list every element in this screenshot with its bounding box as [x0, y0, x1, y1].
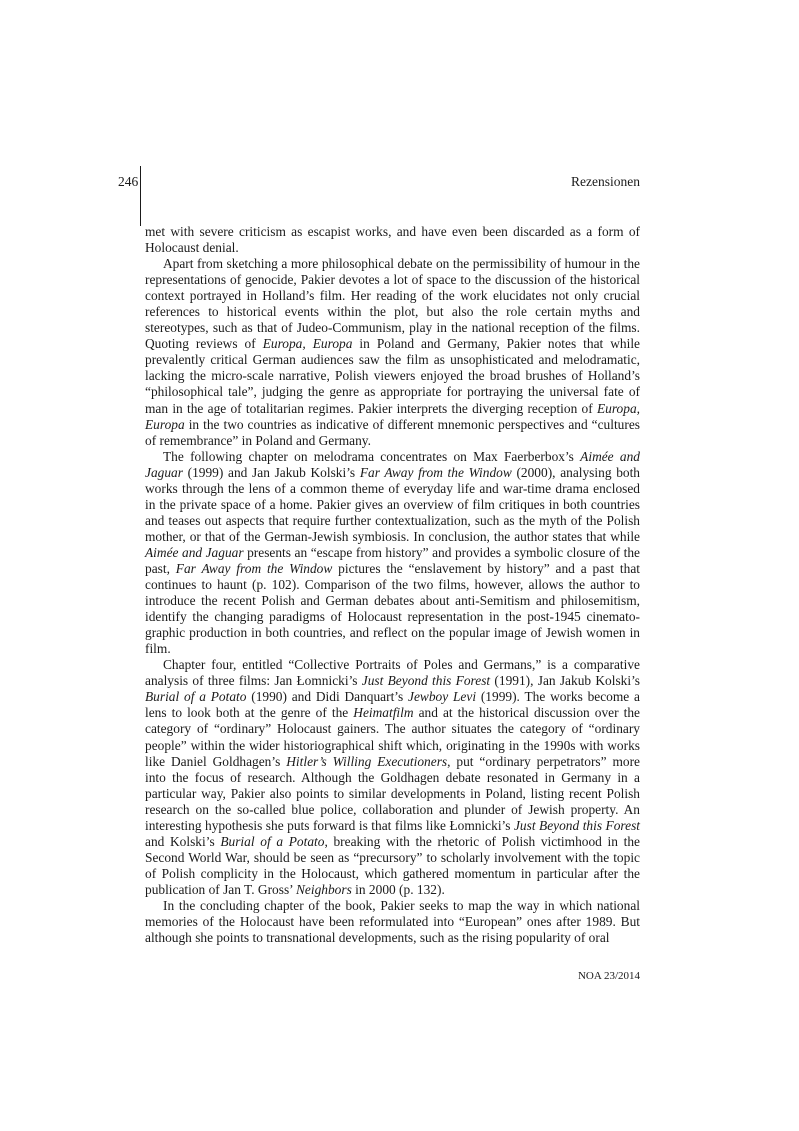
text-segment: in 2000 (p. 132).	[351, 881, 445, 897]
text-segment: (1999) and Jan Jakub Kolski’s	[182, 464, 360, 480]
film-title: Burial of a Potato	[220, 833, 325, 849]
text-segment: (1990) and Didi Danquart’s	[246, 689, 409, 705]
paragraph-1	[145, 224, 640, 256]
text-segment: (1999). The works become a lens to look both at the genre of the	[145, 689, 640, 721]
film-title: Just Beyond this Forest	[513, 817, 640, 833]
film-title: Far Away from the Window	[359, 464, 512, 480]
film-title: Just Beyond this Forest	[361, 673, 491, 689]
page-number: 246	[118, 174, 139, 189]
text-segment: met with severe criticism as escapist works, and have even been discarded as a form of Holocaust denial.	[145, 224, 640, 256]
film-title: Jewboy Levi	[408, 689, 477, 705]
paragraph-5	[145, 898, 640, 946]
text-segment: , put “ordinary perpetrators” more into the focus of research. Although the Goldhagen debate resonated in Germany in a particular way, Pakier also points to similar developments in Poland, listing recent Polish research on the so-called blue police, collaboration and plunder of Jewish property. An interesting hypothesis she puts forward is that films like Łomnicki’s	[145, 753, 640, 833]
film-title: Far Away from the Window	[175, 560, 333, 576]
journal-footer: NOA 23/2014	[577, 970, 640, 982]
text-segment: and at the historical discussion over the category of “ordinary” Holocaust gainers. The author situates the category of “ordinary people” within the wider historiographical shift which, originating in the 1990s with works like Daniel Goldhagen’s	[145, 705, 640, 769]
book-title: Neighbors	[296, 881, 352, 897]
paragraph-4	[145, 657, 640, 898]
text-segment: (1991), Jan Jakub Kolski’s	[490, 673, 641, 689]
text-segment: in the two countries as indicative of different mnemonic perspectives and “cultures of remembrance” in Poland and Germany.	[145, 416, 640, 448]
text-segment: The following chapter on melodrama concentrates on Max Faerberbox’s	[163, 448, 581, 464]
film-title: Aimée and Jaguar	[145, 448, 640, 480]
genre-term: Heimatfilm	[353, 705, 414, 721]
film-title: Burial of a Potato	[145, 689, 247, 705]
film-title: Europa, Europa	[145, 400, 640, 432]
film-title: Aimée and Jaguar	[145, 544, 244, 560]
running-head: Rezensionen	[571, 174, 640, 189]
body-text	[145, 224, 640, 946]
book-title: Hitler’s Willing Executioners	[286, 753, 448, 769]
text-segment: (2000), analysing both works through the lens of a common theme of everyday life and war-time drama enclosed in the private space of a home. Pakier gives an overview of film critiques in both countries and teases out aspects that require further contextualization, such as the myth of the Polish mother, or that of the German-Jewish symbiosis. In conclusion, the author states that while	[145, 464, 641, 544]
text-segment: In the concluding chapter of the book, Pakier seeks to map the way in which national memories of the Holocaust have been reformulated into “European” ones after 1989. But although she points to transnational developments, such as the rising popularity of oral	[145, 897, 640, 946]
film-title: Europa, Europa	[262, 336, 353, 352]
text-segment: and Kolski’s	[145, 833, 221, 849]
text-segment: Apart from sketching a more philosophical debate on the permissibility of humour in the representations of genocide, Pakier devotes a lot of space to the discussion of the historical context portrayed in Holland’s film. Her reading of the work elucidates not only crucial references to historical events within the plot, but also the role certain myths and stereotypes, such as that of Judeo-Communism, play in the national reception of the films. Quoting reviews of	[145, 256, 640, 352]
text-segment: presents an “escape from history” and provides a symbolic closure of the past,	[145, 544, 640, 576]
paragraph-3	[145, 449, 640, 658]
text-segment: , breaking with the rhetoric of Polish victimhood in the Second World War, should be seen as “precursory” to scholarly involvement with the topic of Polish complicity in the Holocaust, which gathered momentum in particular after the publication of Jan T. Gross’	[145, 833, 640, 897]
paragraph-2	[145, 256, 640, 449]
text-segment: pictures the “enslavement by history” and a past that continues to haunt (p. 102). Comparison of the two films, however, allows the author to introduce the recent Polish and German debates about anti-Semitism and philosemitism, identify the changing paradigms of Holocaust representation in the post-1945 cinematographic production in both countries, and reflect on the popular image of Jewish women in film.	[145, 560, 640, 657]
header-rule	[140, 166, 141, 226]
text-segment: in Poland and Germany, Pakier notes that while prevalently critical German audiences saw the film as unsophisticated and melodramatic, lacking the micro-scale narrative, Polish viewers enjoyed the broad brushes of Holland’s “philosophical tale”, judging the genre as appropriate for portraying the universal fate of man in the age of totalitarian regimes. Pakier interprets the diverging reception of	[145, 336, 640, 416]
text-segment: Chapter four, entitled “Collective Portraits of Poles and Germans,” is a comparative analysis of three films: Jan Łomnicki’s	[145, 657, 640, 689]
